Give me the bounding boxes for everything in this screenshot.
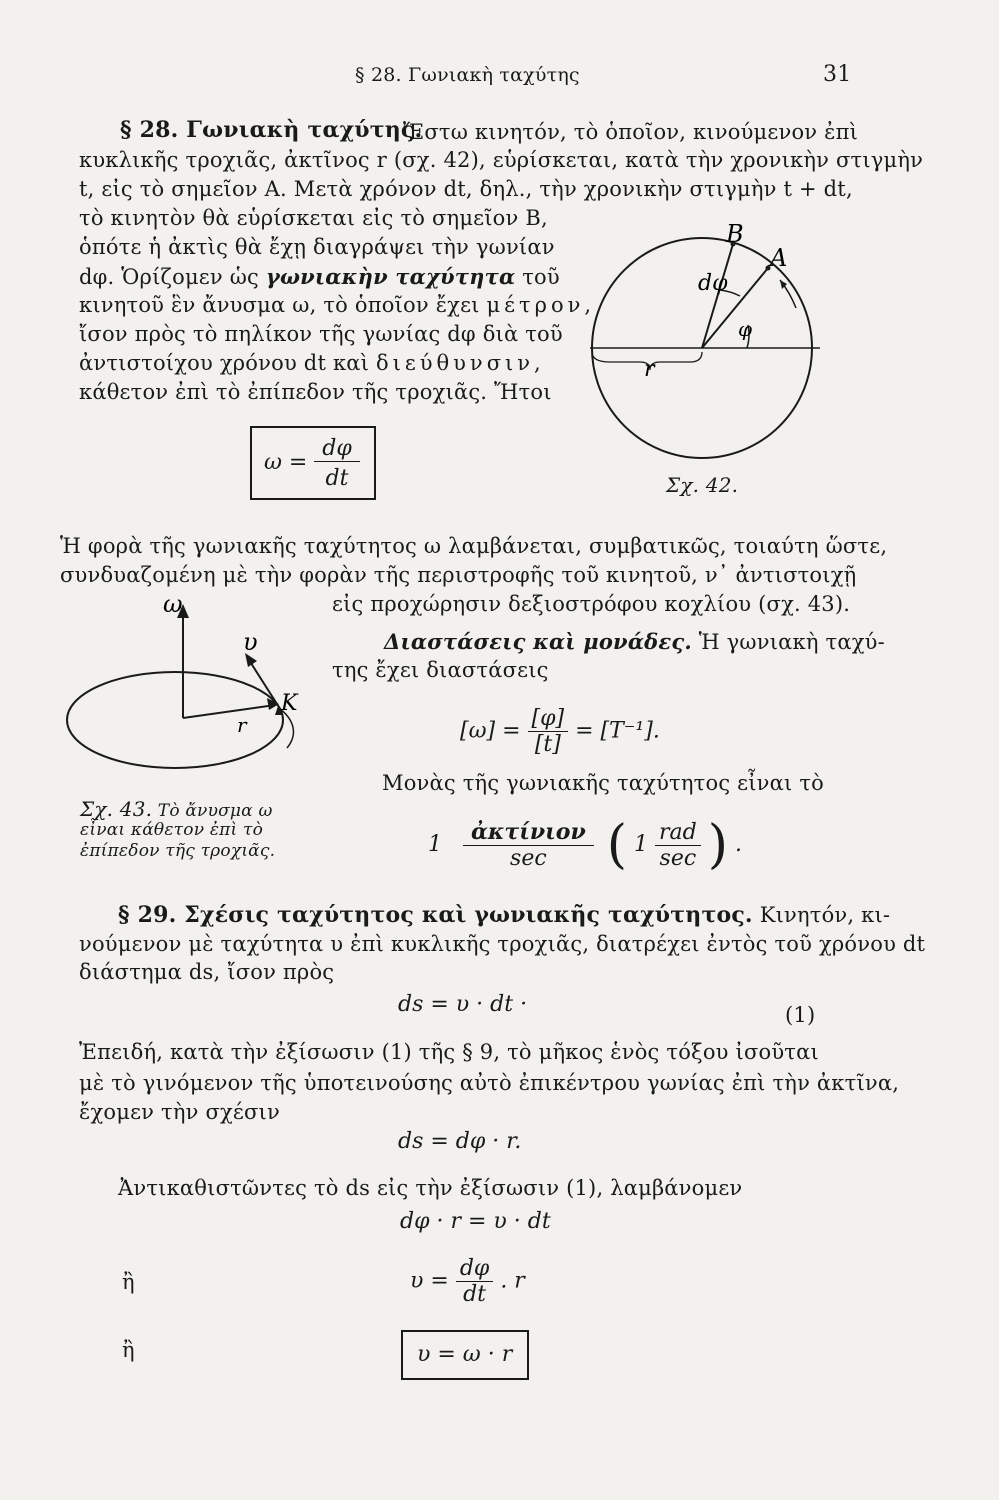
dim-denominator: [t]	[534, 732, 561, 757]
eq4-lhs: υ =	[410, 1268, 449, 1294]
or-label-1: ἢ	[122, 1270, 135, 1294]
dimension-equation	[460, 706, 660, 757]
unit-numerator-2: rad	[655, 820, 701, 846]
formula-numerator: dφ	[314, 436, 360, 462]
figure-43-caption-3: ἐπίπεδον τῆς τροχιᾶς.	[80, 841, 276, 861]
body-line: Ἡ φορὰ τῆς γωνιακῆς ταχύτητος ω λαμβάνεται, συμβατικῶς, τοιαύτη ὥστε,	[60, 534, 888, 558]
equation-4	[410, 1256, 525, 1307]
body-line: ἴσον πρὸς τὸ πηλίκον τῆς γωνίας dφ διὰ τοῦ	[79, 322, 563, 346]
figure-42-caption: Σχ. 42.	[666, 473, 739, 497]
section-29-line-1	[118, 903, 890, 928]
label-phi: φ	[738, 317, 753, 341]
running-title: § 28. Γωνιακὴ ταχύτης	[355, 64, 580, 86]
figure-43-caption-2: εἶναι κάθετον ἐπὶ τὸ	[80, 820, 264, 840]
body-line-definition	[79, 264, 560, 290]
equation-2: ds = dφ · r.	[398, 1129, 522, 1154]
direction-text: ἀντιστοίχου χρόνου dt καὶ	[79, 351, 370, 375]
section-29-heading: § 29. Σχέσις ταχύτητος καὶ γωνιακῆς ταχύτητος.	[118, 902, 753, 928]
unit-equation	[428, 815, 742, 875]
ellipse-trajectory	[67, 672, 283, 768]
unit-end: .	[735, 832, 743, 857]
definition-lead: dφ. Ὁρίζομεν ὡς	[79, 265, 260, 289]
body-line: Ἀντικαθιστῶντες τὸ ds εἰς τὴν ἐξίσωσιν (1), λαμβάνομεν	[118, 1176, 743, 1200]
dimensions-line-1	[384, 629, 885, 655]
body-line: διάστημα ds, ἴσον πρὸς	[79, 960, 335, 984]
unit-fraction-2	[655, 820, 701, 871]
unit-denominator: sec	[510, 846, 547, 871]
formula-box-v	[401, 1330, 529, 1380]
dimensions-line-2: της ἔχει διαστάσεις	[332, 658, 549, 682]
paren-close: )	[707, 815, 729, 875]
label-r: r	[644, 357, 655, 382]
dim-fraction	[528, 706, 569, 757]
label-B: B	[726, 220, 744, 248]
body-line: τὸ κινητὸν θὰ εὑρίσκεται εἰς τὸ σημεῖον B,	[79, 206, 548, 230]
equation-1: ds = υ · dt ·	[398, 992, 528, 1017]
unit-numerator: ἀκτίνιον	[463, 819, 594, 846]
eq4-denominator: dt	[463, 1282, 487, 1307]
paren-open: (	[606, 815, 628, 875]
equation-5: υ = ω · r	[417, 1342, 513, 1367]
page-number: 31	[823, 62, 852, 87]
section-29-heading-tail: Κινητόν, κι-	[759, 903, 891, 927]
body-line: Ἔστω κινητόν, τὸ ὁποῖον, κινούμενον ἐπὶ	[403, 120, 859, 144]
body-line: t, εἰς τὸ σημεῖον A. Μετὰ χρόνον dt, δηλ., τὴν χρονικὴν στιγμὴν t + dt,	[79, 177, 853, 201]
vector-text: κινητοῦ ἓν ἄνυσμα ω, τὸ ὁποῖον ἔχει	[79, 293, 480, 317]
body-line: μὲ τὸ γινόμενον τῆς ὑποτεινούσης αὐτὸ ἐπικέντρου γωνίας ἐπὶ τὴν ἀκτῖνα,	[79, 1071, 900, 1095]
body-line: κυκλικῆς τροχιᾶς, ἀκτῖνος r (σχ. 42), εὑρίσκεται, κατὰ τὴν χρονικὴν στιγμὴν	[79, 148, 924, 172]
or-label-2: ἢ	[122, 1338, 135, 1362]
unit-one-2: 1	[634, 832, 649, 857]
formula-denominator: dt	[325, 466, 349, 491]
body-line: νούμενον μὲ ταχύτητα υ ἐπὶ κυκλικῆς τροχιᾶς, διατρέχει ἐντὸς τοῦ χρόνου dt	[79, 932, 926, 956]
figure-43-label: Σχ. 43.	[80, 797, 153, 821]
unit-line: Μονὰς τῆς γωνιακῆς ταχύτητος εἶναι τὸ	[382, 771, 824, 795]
eq4-rhs: . r	[500, 1268, 525, 1294]
dimensions-text-1: Ἡ γωνιακὴ ταχύ-	[698, 630, 885, 654]
dim-numerator: [φ]	[528, 706, 569, 732]
dimensions-heading: Διαστάσεις καὶ μονάδες.	[384, 629, 692, 654]
label-omega: ω	[163, 590, 183, 618]
body-line: κάθετον ἐπὶ τὸ ἐπίπεδον τῆς τροχιᾶς. Ἤτοι	[79, 380, 552, 404]
equation-3: dφ · r = υ · dt	[400, 1209, 551, 1234]
body-line: ὁπότε ἡ ἀκτὶς θὰ ἔχῃ διαγράψει τὴν γωνίαν	[79, 235, 555, 259]
dim-rhs: = [T⁻¹].	[575, 718, 660, 744]
figure-43-caption-1	[80, 799, 273, 821]
spaced-direction: διεύθυνσιν,	[376, 351, 545, 375]
body-line: εἰς προχώρησιν δεξιοστρόφου κοχλίου (σχ. 43).	[332, 592, 851, 616]
label-dphi: dφ	[698, 271, 728, 296]
formula-lhs: ω =	[264, 450, 308, 475]
term-angular-velocity: γωνιακὴν ταχύτητα	[265, 264, 516, 289]
body-line: ἔχομεν τὴν σχέσιν	[79, 1100, 280, 1124]
label-r: r	[237, 713, 247, 737]
spaced-magnitude: μέτρον,	[486, 293, 596, 317]
body-line: συνδυαζομένη μὲ τὴν φορὰν τῆς περιστροφῆς τοῦ κινητοῦ, ν᾽ ἀντιστοιχῇ	[60, 563, 857, 587]
definition-tail: τοῦ	[522, 265, 560, 289]
unit-one: 1	[428, 832, 442, 857]
equation-1-number: (1)	[785, 1003, 816, 1027]
dim-lhs: [ω] =	[460, 718, 521, 744]
label-K: K	[281, 691, 298, 716]
section-28-heading: § 28. Γωνιακὴ ταχύτης.	[120, 117, 423, 143]
body-line-vector	[79, 293, 595, 318]
unit-denominator-2: sec	[659, 845, 697, 871]
figure-43	[65, 590, 315, 790]
formula-box-omega	[250, 426, 376, 500]
eq4-fraction	[456, 1256, 494, 1307]
figure-43-caption-text: Τὸ ἄνυσμα ω	[157, 801, 273, 821]
radius-to-B	[702, 244, 733, 348]
label-A: A	[770, 244, 788, 272]
unit-fraction	[463, 819, 594, 871]
radius-vector	[183, 705, 275, 718]
eq4-numerator: dφ	[456, 1256, 494, 1282]
body-line-direction	[79, 351, 545, 376]
velocity-vector	[249, 660, 277, 704]
label-v: υ	[243, 628, 258, 656]
figure-42	[570, 210, 860, 460]
body-line: Ἐπειδή, κατὰ τὴν ἐξίσωσιν (1) τῆς § 9, τὸ μῆκος ἑνὸς τόξου ἰσοῦται	[79, 1040, 819, 1064]
